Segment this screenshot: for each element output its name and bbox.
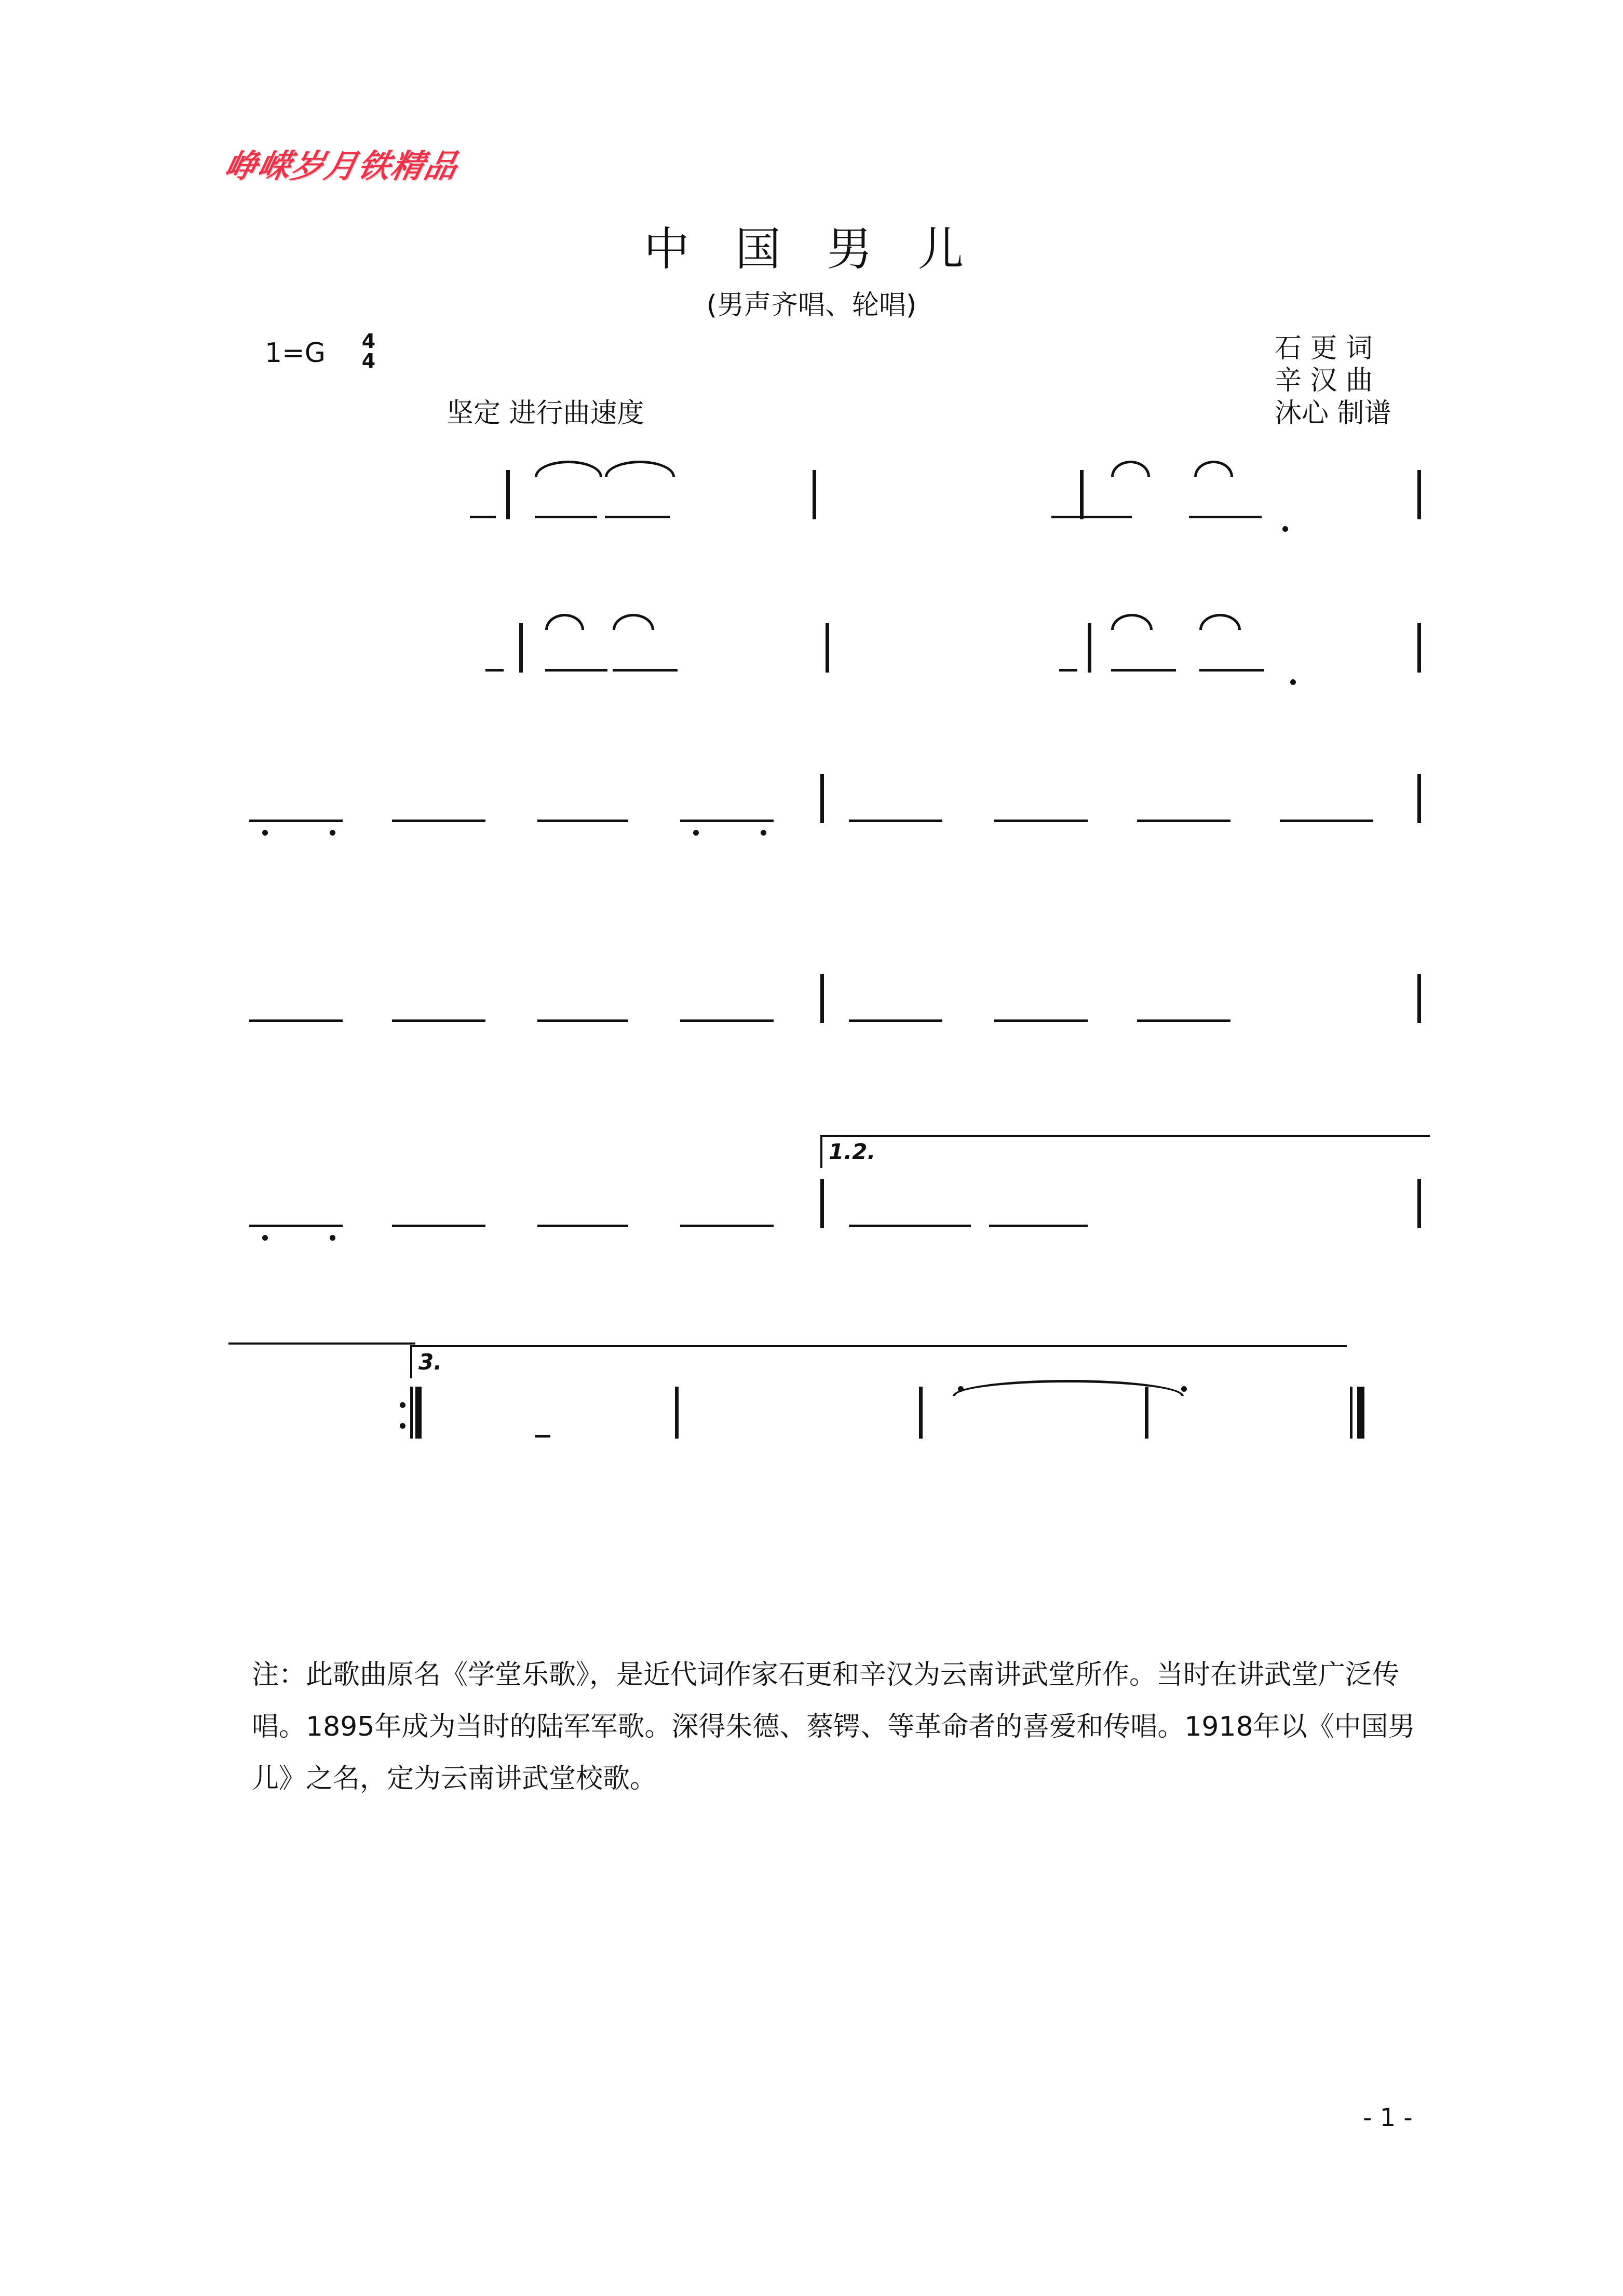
barline <box>1417 470 1421 519</box>
volta-bracket <box>410 1345 1347 1378</box>
tempo-marking: 坚定 进行曲速度 <box>447 398 644 429</box>
beam <box>537 1019 628 1022</box>
low-octave-dot <box>1282 526 1288 532</box>
beam <box>1280 820 1373 822</box>
barline <box>506 470 510 519</box>
beam <box>849 820 942 822</box>
barline <box>519 623 523 673</box>
repeat-dot <box>400 1423 405 1429</box>
barline <box>820 1179 824 1228</box>
barline <box>1088 623 1091 673</box>
barline <box>1417 1179 1421 1228</box>
key-signature: 1=G <box>265 338 326 369</box>
barline <box>1417 774 1421 823</box>
beam <box>485 669 504 672</box>
watermark: 峥嵘岁月铁精品 <box>221 147 462 185</box>
beam <box>249 820 343 822</box>
barline <box>820 774 824 823</box>
beam <box>249 1019 343 1022</box>
barline <box>1417 974 1421 1023</box>
volta-label: 1.2. <box>829 1139 876 1164</box>
barline <box>919 1387 923 1439</box>
beam <box>537 820 628 822</box>
slur <box>1111 461 1150 477</box>
barline <box>820 974 824 1023</box>
low-octave-dot <box>262 830 268 836</box>
barline <box>826 623 829 673</box>
time-signature-bottom: 4 <box>361 350 376 372</box>
beam <box>1051 516 1077 518</box>
low-octave-dot <box>761 830 766 836</box>
lyricist-credit: 石 更 词 <box>1275 333 1373 364</box>
beam <box>849 1225 971 1227</box>
slur <box>545 614 584 630</box>
beam <box>1059 669 1077 672</box>
slur <box>1111 614 1153 630</box>
beam <box>1189 516 1262 518</box>
beam <box>1199 669 1264 672</box>
beam <box>1111 669 1176 672</box>
beam <box>994 1019 1088 1022</box>
beam <box>994 820 1088 822</box>
beam <box>605 516 670 518</box>
arranger-credit: 沐心 制谱 <box>1275 398 1391 429</box>
composer-credit: 辛 汉 曲 <box>1275 365 1373 396</box>
beam <box>535 516 597 518</box>
slur <box>1199 614 1241 630</box>
beam <box>249 1225 343 1227</box>
low-octave-dot <box>693 830 699 836</box>
barline <box>1080 470 1084 519</box>
beam <box>470 516 496 518</box>
barline <box>675 1387 679 1439</box>
slur <box>605 461 675 477</box>
low-octave-dot <box>1290 679 1296 685</box>
beam <box>392 1019 485 1022</box>
volta-bracket <box>820 1135 1430 1168</box>
barline <box>1417 623 1421 673</box>
time-signature-top: 4 <box>361 330 376 353</box>
slur <box>953 1380 1184 1396</box>
beam <box>392 1225 485 1227</box>
song-title: 中 国 男 儿 <box>644 222 979 276</box>
slur <box>613 614 654 630</box>
song-subtitle: (男声齐唱、轮唱) <box>706 290 917 321</box>
slur <box>1194 461 1233 477</box>
beam <box>613 669 678 672</box>
high-octave-dot <box>1181 1386 1187 1392</box>
slur <box>535 461 602 477</box>
beam <box>680 820 774 822</box>
volta-label: 3. <box>418 1349 442 1375</box>
low-octave-dot <box>330 830 335 836</box>
beam <box>537 1225 628 1227</box>
final-barline <box>1350 1387 1352 1439</box>
repeat-barline <box>410 1387 413 1439</box>
low-octave-dot <box>330 1235 335 1241</box>
beam <box>392 820 485 822</box>
final-barline <box>1357 1387 1364 1439</box>
footnote: 注：此歌曲原名《学堂乐歌》，是近代词作家石更和辛汉为云南讲武堂所作。当时在讲武堂广泛传唱。1895年成为当时的陆军军歌。深得朱德、蔡锷、等革命者的喜爱和传唱。1918年以《中国男儿》之名，定为云南讲武堂校歌。 <box>252 1659 1415 1794</box>
beam <box>545 669 607 672</box>
repeat-barline <box>415 1387 422 1439</box>
beam <box>535 1435 550 1438</box>
continuation-line <box>228 1342 415 1345</box>
repeat-dot <box>400 1402 405 1408</box>
beam <box>989 1225 1088 1227</box>
beam <box>680 1019 774 1022</box>
beam <box>1137 820 1230 822</box>
high-octave-dot <box>958 1386 964 1392</box>
beam <box>680 1225 774 1227</box>
beam <box>849 1019 942 1022</box>
page-number: - 1 - <box>1363 2103 1413 2132</box>
beam <box>1137 1019 1230 1022</box>
low-octave-dot <box>262 1235 268 1241</box>
time-signature <box>358 331 379 371</box>
barline <box>813 470 816 519</box>
